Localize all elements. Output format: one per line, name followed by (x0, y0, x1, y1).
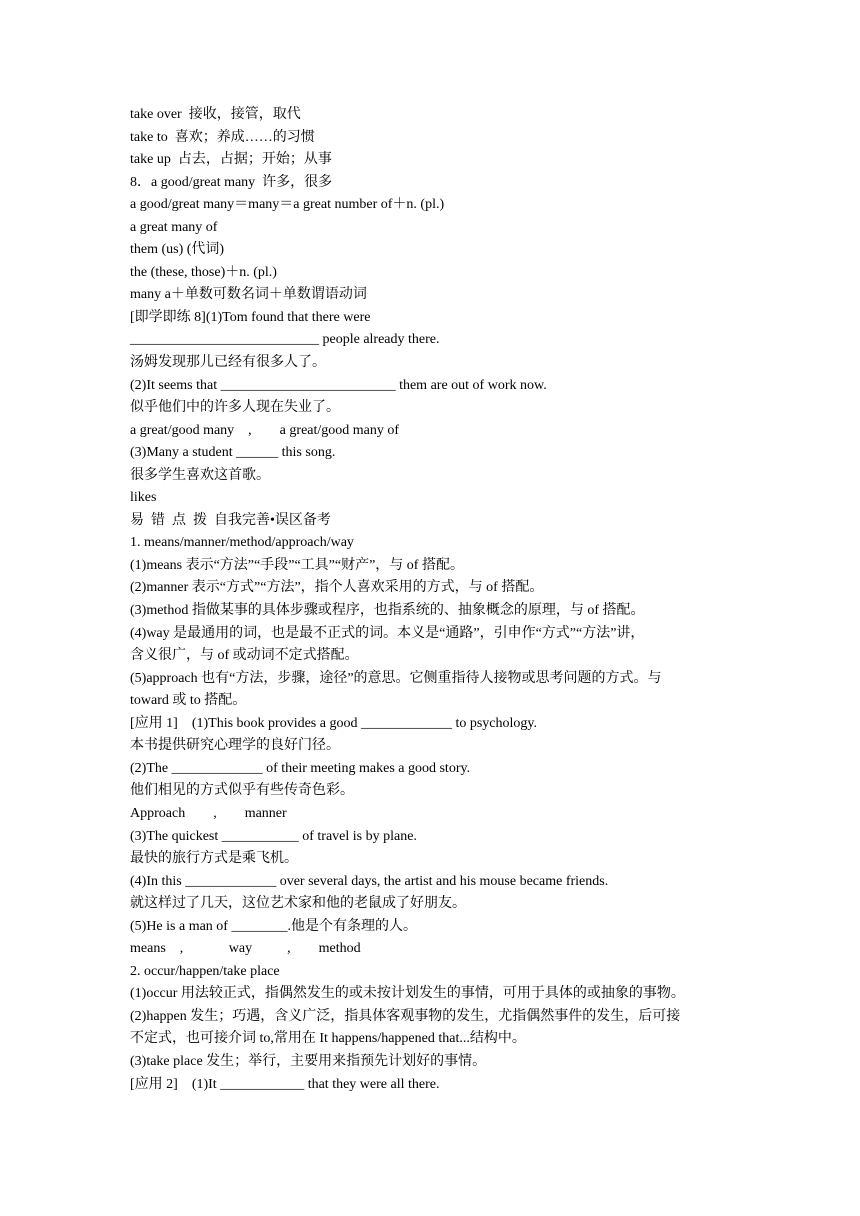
translation-line: 本书提供研究心理学的良好门径。 (130, 738, 340, 754)
exercise-line: (3)Many a student ______ this song. (130, 445, 336, 461)
text-line: (1)occur 用法较正式，指偶然发生的或未按计划发生的事情，可用于具体的或抽象的事物。 (130, 986, 685, 1002)
answer-line: Approach , manner (130, 805, 287, 821)
exercise-line: (2)The _____________ of their meeting makes a good story. (130, 760, 471, 776)
text-line: (4)way 是最通用的词，也是最不正式的词。本义是“通路”，引申作“方式”“方法”讲， (130, 625, 645, 641)
translation-line: 他们相见的方式似乎有些传奇色彩。 (130, 783, 354, 799)
section-heading: 2. occur/happen/take place (130, 963, 280, 979)
exercise-line: [应用 2] (1)It ____________ that they were all there. (130, 1076, 440, 1092)
exercise-line: (2)It seems that _________________________ them are out of work now. (130, 377, 547, 393)
exercise-line: (5)He is a man of ________.他是个有条理的人。 (130, 918, 417, 934)
translation-line: 最快的旅行方式是乘飞机。 (130, 851, 298, 867)
text-line: take over 接收，接管，取代 (130, 107, 301, 122)
translation-line: 汤姆发现那儿已经有很多人了。 (130, 355, 326, 371)
exercise-line: [即学即练 8](1)Tom found that there were (130, 309, 371, 325)
text-line: take to 喜欢；养成……的习惯 (130, 129, 315, 145)
text-line: a good/great many＝many＝a great number of＋n. (pl.) (130, 197, 445, 213)
text-line: (1)means 表示“方法”“手段”“工具”“财产”，与 of 搭配。 (130, 557, 464, 573)
text-line: (3)method 指做某事的具体步骤或程序，也指系统的、抽象概念的原理，与 of 搭配。 (130, 603, 645, 619)
section-heading: 易 错 点 拨 自我完善•误区备考 (130, 512, 331, 528)
document-body (130, 104, 732, 1096)
translation-line: 很多学生喜欢这首歌。 (130, 467, 270, 483)
exercise-line: (4)In this _____________ over several days, the artist and his mouse became friends. (130, 873, 609, 889)
exercise-line: ___________________________ people already there. (130, 332, 440, 348)
answer-line: a great/good many , a great/good many of (130, 422, 400, 438)
section-heading: 1. means/manner/method/approach/way (130, 535, 354, 551)
translation-line: 就这样过了几天，这位艺术家和他的老鼠成了好朋友。 (130, 896, 466, 912)
text-line: take up 占去，占据；开始；从事 (130, 152, 332, 168)
answer-line: likes (130, 490, 157, 506)
text-line: 不定式，也可接介词 to,常用在 It happens/happened that...结构中。 (130, 1031, 526, 1047)
text-line: (5)approach 也有“方法，步骤，途径”的意思。它侧重指待人接物或思考问题的方式。与 (130, 670, 662, 686)
text-line: a great many of (130, 219, 218, 235)
text-line: (2)happen 发生；巧遇，含义广泛，指具体客观事物的发生，尤指偶然事件的发生，后可接 (130, 1008, 681, 1024)
text-line: toward 或 to 搭配。 (130, 693, 247, 709)
exercise-line: [应用 1] (1)This book provides a good _____________ to psychology. (130, 715, 537, 731)
answer-line: means , way , method (130, 941, 361, 957)
translation-line: 似乎他们中的许多人现在失业了。 (130, 400, 340, 416)
text-line: them (us) (代词) (130, 242, 225, 258)
text-line: many a＋单数可数名词＋单数谓语动词 (130, 287, 367, 303)
text-line: (2)manner 表示“方式”“方法”，指个人喜欢采用的方式，与 of 搭配。 (130, 580, 544, 596)
text-line: the (these, those)＋n. (pl.) (130, 264, 277, 280)
text-line: (3)take place 发生；举行，主要用来指预先计划好的事情。 (130, 1053, 487, 1069)
section-heading: 8．a good/great many 许多，很多 (130, 174, 333, 190)
text-line: 含义很广，与 of 或动词不定式搭配。 (130, 648, 359, 664)
exercise-line: (3)The quickest ___________ of travel is by plane. (130, 828, 417, 844)
